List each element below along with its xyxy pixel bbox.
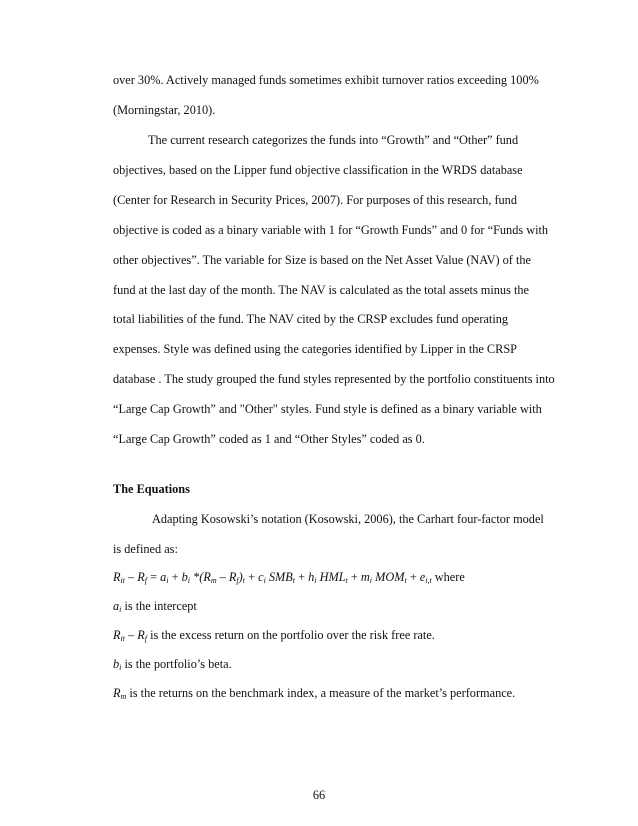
paragraph-line: fund at the last day of the month. The NAV is calculated as the total assets minus the bbox=[113, 283, 529, 297]
paragraph-line: “Large Cap Growth” coded as 1 and “Other Styles” coded as 0. bbox=[113, 432, 425, 446]
definition-excess-return: $R_{it} - R_f$ is the excess return on the portfolio over the risk free rate. bbox=[113, 628, 435, 643]
paragraph-line: (Morningstar, 2010). bbox=[113, 103, 216, 117]
paragraph-line: objectives, based on the Lipper fund objective classification in the WRDS database bbox=[113, 163, 523, 177]
paragraph-line: objective is coded as a binary variable with 1 for “Growth Funds” and 0 for “Funds with bbox=[113, 223, 549, 237]
definition-beta: $b_i$ is the portfolio’s beta. bbox=[113, 657, 232, 672]
definition-benchmark: $R_m$ is the returns on the benchmark index, a measure of the market’s performance. bbox=[113, 686, 516, 701]
paragraph-line: database . The study grouped the fund styles represented by the portfolio constituents into bbox=[113, 372, 555, 386]
section-heading: The Equations bbox=[113, 482, 190, 496]
paragraph-line: other objectives”. The variable for Size is based on the Net Asset Value (NAV) of the bbox=[113, 253, 531, 267]
paragraph-line: total liabilities of the fund. The NAV cited by the CRSP excludes fund operating bbox=[113, 312, 509, 326]
paragraph-line: Adapting Kosowski’s notation (Kosowski, 2006), the Carhart four-factor model bbox=[152, 512, 544, 526]
definition-intercept: $a_i$ is the intercept bbox=[113, 599, 197, 614]
paragraph-line: The current research categorizes the funds into “Growth” and “Other” fund bbox=[148, 133, 519, 147]
paragraph-line: over 30%. Actively managed funds sometimes exhibit turnover ratios exceeding 100% bbox=[113, 73, 539, 87]
carhart-equation: $R_{it} - R_f = a_i + b_i$ $*(R_m - R_f)_t + c_i$ $SMB_t + h_i$ $HML_t + m_i$ $MOM_t + e_{i,t}$ where bbox=[113, 570, 465, 585]
page-number: 66 bbox=[312, 788, 326, 802]
paragraph-line: “Large Cap Growth” and "Other" styles. Fund style is defined as a binary variable with bbox=[113, 402, 542, 416]
paragraph-line: is defined as: bbox=[113, 542, 178, 556]
paragraph-line: expenses. Style was defined using the categories identified by Lipper in the CRSP bbox=[113, 342, 518, 356]
paragraph-line: (Center for Research in Security Prices, 2007). For purposes of this research, fund bbox=[113, 193, 517, 207]
